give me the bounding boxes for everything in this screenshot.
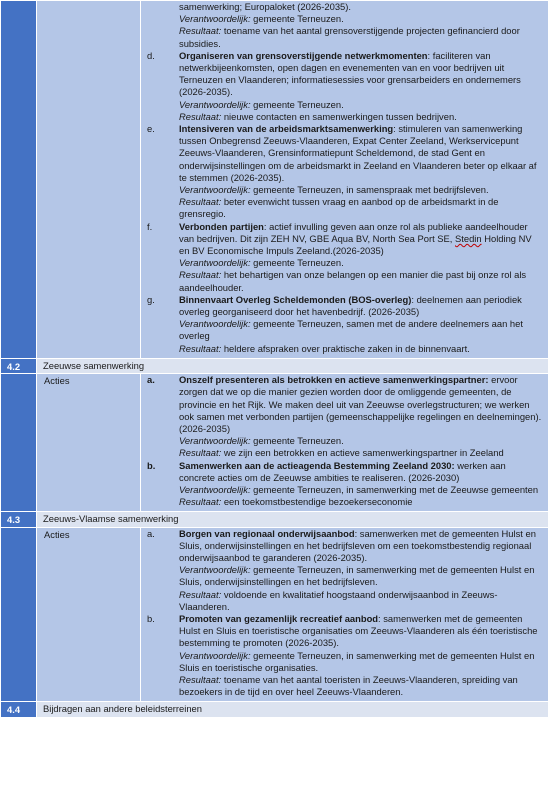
item-responsible: Verantwoordelijk: gemeente Terneuzen. (179, 257, 344, 269)
list-item (143, 294, 544, 355)
item-result: Resultaat: nieuwe contacten en samenwerkingen tussen bedrijven. (179, 110, 457, 122)
section-number: 4.3 (1, 512, 37, 527)
section-number: 4.2 (1, 358, 37, 373)
actions-label: Acties (37, 374, 141, 512)
list-letter (143, 1, 179, 50)
list-item (143, 528, 544, 613)
list-letter: f. (147, 220, 153, 232)
item-responsible: Verantwoordelijk: gemeente Terneuzen, in samenwerking met de gemeenten Hulst en Sluis en toeristische organisaties. (179, 649, 535, 673)
item-result: Resultaat: heldere afspraken over praktische zaken in de binnenvaart. (179, 342, 470, 354)
item-text: Verbonden partijen: actief invulling geven aan onze rol als publieke aandeelhouder van bedrijven. Dit zijn ZEH NV, GBE Aqua BV, North Sea Port SE, Stedin Holding NV en BV Economische Impuls Zeeland.(2026-2035) (179, 220, 532, 257)
item-result: Resultaat: toename van het aantal grensoverstijgende projecten gefinancierd door subsidies. (179, 25, 520, 49)
list-item (143, 1, 544, 50)
list-item (143, 221, 544, 294)
section-number-cell (1, 1, 37, 359)
list-letter: g. (147, 293, 155, 305)
item-text: Organiseren van grensoverstijgende netwerkmomenten: faciliteren van netwerkbijeenkomsten, open dagen en evenementen van en voor bedrijven uit Terneuzen en Vlaanderen; informatiesessies voor grensarbeiders en ondernemers (2026-2035). (179, 49, 521, 98)
list-letter: a. (147, 527, 155, 539)
item-responsible: Verantwoordelijk: gemeente Terneuzen, samen met de andere deelnemers aan het overleg (179, 318, 523, 342)
actions-cell (141, 374, 549, 512)
actions-label: Acties (37, 527, 141, 702)
item-text: Intensiveren van de arbeidsmarktsamenwerking: stimuleren van samenwerking tussen Onbegrensd Zeeuws-Vlaanderen, Expat Center Zeeland, Werkservicepunt Zeeuws-Vlaanderen, Grensinformatiepunt Scheldemond, de stad Gent en onderwijsinstellingen om de arbeidsmarkt in Zeeland en Vlaanderen beter op elkaar af te stemmen (2026-2035). (179, 123, 537, 183)
list-item (143, 460, 544, 509)
item-responsible: Verantwoordelijk: gemeente Terneuzen, in samenwerking met de gemeenten Hulst en Sluis, onderwijsinstellingen en het bedrijfsleven. (179, 564, 535, 588)
list-letter: e. (147, 123, 155, 135)
item-result: Resultaat: toename van het aantal toeristen in Zeeuws-Vlaanderen, spreiding van bezoekers in de tijd en over heel Zeeuws-Vlaanderen. (179, 673, 518, 698)
section-number-cell (1, 527, 37, 702)
section-title: Bijdragen aan andere beleidsterreinen (37, 702, 549, 717)
list-item (143, 50, 544, 123)
label-cell (37, 1, 141, 359)
item-result: Resultaat: voldoende en kwalitatief hoogstaand onderwijsaanbod in Zeeuws-Vlaanderen. (179, 588, 498, 612)
item-result: Resultaat: het behartigen van onze belangen op een manier die past bij onze rol als aandeelhouder. (179, 269, 527, 293)
item-text: Onszelf presenteren als betrokken en actieve samenwerkingspartner: ervoor zorgen dat we op die manier gezien worden door de omliggende gemeenten, de provincie en het Rijk. We maken deel uit van Zeeuwse overlegstructuren; we werken ook samen met verbonden partijen (gemeenschappelijke regelingen en deelnemingen). (2026-2035) (179, 374, 542, 434)
list-item (143, 613, 544, 698)
item-responsible: Verantwoordelijk: gemeente Terneuzen. (179, 13, 344, 25)
item-text: Samenwerken aan de actieagenda Bestemming Zeeland 2030: werken aan concrete acties om de Zeeuwse ambities te realiseren. (2026-2030) (179, 459, 506, 483)
item-text: Borgen van regionaal onderwijsaanbod: samenwerken met de gemeenten Hulst en Sluis, onderwijsinstellingen en het bedrijfsleven om een toekomstbestendig regionaal onderwijsaanbod te garanderen (2026-2035). (179, 527, 536, 563)
section-title: Zeeuws-Vlaamse samenwerking (37, 512, 549, 527)
section-actions-row (1, 527, 549, 702)
item-responsible: Verantwoordelijk: gemeente Terneuzen. (179, 435, 344, 447)
list-letter: a. (147, 374, 155, 386)
section-number: 4.4 (1, 702, 37, 717)
section-title: Zeeuwse samenwerking (37, 358, 549, 373)
actions-cell (141, 1, 549, 359)
section-number-cell (1, 374, 37, 512)
item-responsible: Verantwoordelijk: gemeente Terneuzen, in samenspraak met bedrijfsleven. (179, 184, 489, 196)
section-header-row (1, 512, 549, 527)
continuation-row (1, 1, 549, 359)
item-result: Resultaat: beter evenwicht tussen vraag en aanbod op de arbeidsmarkt in de grensregio. (179, 196, 499, 220)
list-letter: b. (147, 612, 155, 624)
item-result: Resultaat: een toekomstbestendige bezoekerseconomie (179, 496, 413, 508)
section-header-row (1, 358, 549, 373)
item-text: Binnenvaart Overleg Scheldemonden (BOS-overleg): deelnemen aan periodiek overleg georganiseerd door het havenbedrijf. (2026-2035) (179, 293, 522, 318)
item-result: Resultaat: we zijn een betrokken en actieve samenwerkingspartner in Zeeland (179, 447, 504, 459)
actions-cell (141, 527, 549, 702)
list-letter: b. (147, 459, 156, 471)
list-item (143, 123, 544, 221)
item-responsible: Verantwoordelijk: gemeente Terneuzen, in samenwerking met de Zeeuwse gemeenten (179, 483, 539, 495)
list-letter: d. (147, 49, 155, 61)
section-header-row (1, 702, 549, 717)
section-actions-row (1, 374, 549, 512)
item-responsible: Verantwoordelijk: gemeente Terneuzen. (179, 98, 344, 110)
spellcheck-word: Stedin (455, 232, 482, 244)
item-text: Promoten van gezamenlijk recreatief aanbod: samenwerken met de gemeenten Hulst en Sluis en toeristische organisaties om Zeeuws-Vlaanderen als één toeristische bestemming te promoten (2026-2035). (179, 612, 538, 649)
item-text: samenwerking; Europaloket (2026-2035). (179, 1, 351, 12)
list-item (143, 374, 544, 459)
